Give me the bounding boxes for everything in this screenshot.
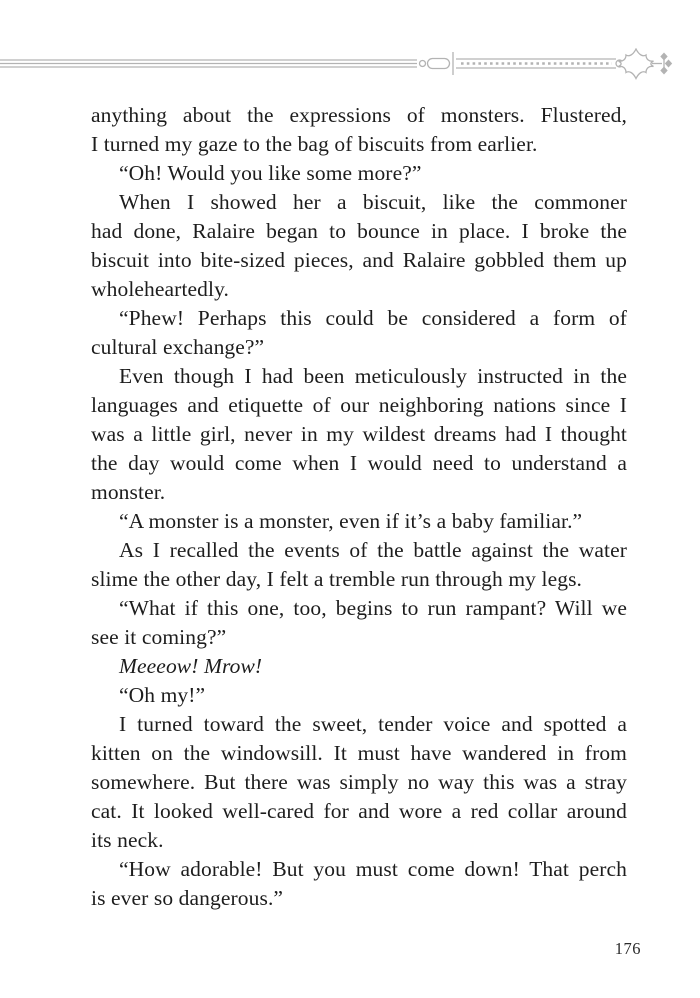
text-line: anything about the expressions of monsters. Flustered, <box>91 103 627 127</box>
text-line: cultural exchange?” <box>91 335 265 359</box>
text-line: slime the other day, I felt a tremble run through my legs. <box>91 567 583 591</box>
text-line: “Oh! Would you like some more?” <box>119 161 422 185</box>
text-line: wholeheartedly. <box>91 277 230 301</box>
text-line: was a little girl, never in my wildest dreams had I thought <box>91 422 627 446</box>
header-divider-ornament <box>0 48 700 84</box>
text-line: “Oh my!” <box>119 683 206 707</box>
text-line: Even though I had been meticulously instructed in the <box>119 364 627 388</box>
text-line: cat. It looked well-cared for and wore a red collar around <box>91 799 627 823</box>
text-line: is ever so dangerous.” <box>91 886 284 910</box>
text-line: see it coming?” <box>91 625 227 649</box>
divider-rule-icon <box>0 48 700 84</box>
text-line: “What if this one, too, begins to run rampant? Will we <box>119 596 627 620</box>
page-number: 176 <box>614 939 641 958</box>
text-line: When I showed her a biscuit, like the commoner <box>119 190 627 214</box>
text-line: monster. <box>91 480 166 504</box>
text-line: kitten on the windowsill. It must have wandered in from <box>91 741 627 765</box>
text-line: I turned toward the sweet, tender voice and spotted a <box>119 712 627 736</box>
text-line: I turned my gaze to the bag of biscuits from earlier. <box>91 132 538 156</box>
text-line: its neck. <box>91 828 164 852</box>
text-line: “How adorable! But you must come down! That perch <box>119 857 627 881</box>
text-block <box>91 101 627 913</box>
text-line: As I recalled the events of the battle against the water <box>119 538 627 562</box>
text-line: languages and etiquette of our neighboring nations since I <box>91 393 627 417</box>
text-line: somewhere. But there was simply no way this was a stray <box>91 770 627 794</box>
text-line: “A monster is a monster, even if it’s a baby familiar.” <box>119 509 583 533</box>
text-line: had done, Ralaire began to bounce in place. I broke the <box>91 219 627 243</box>
text-line: the day would come when I would need to understand a <box>91 451 627 475</box>
text-line: biscuit into bite-sized pieces, and Ralaire gobbled them up <box>91 248 627 272</box>
text-line: Meeeow! Mrow! <box>119 654 263 678</box>
text-line: “Phew! Perhaps this could be considered a form of <box>119 306 627 330</box>
